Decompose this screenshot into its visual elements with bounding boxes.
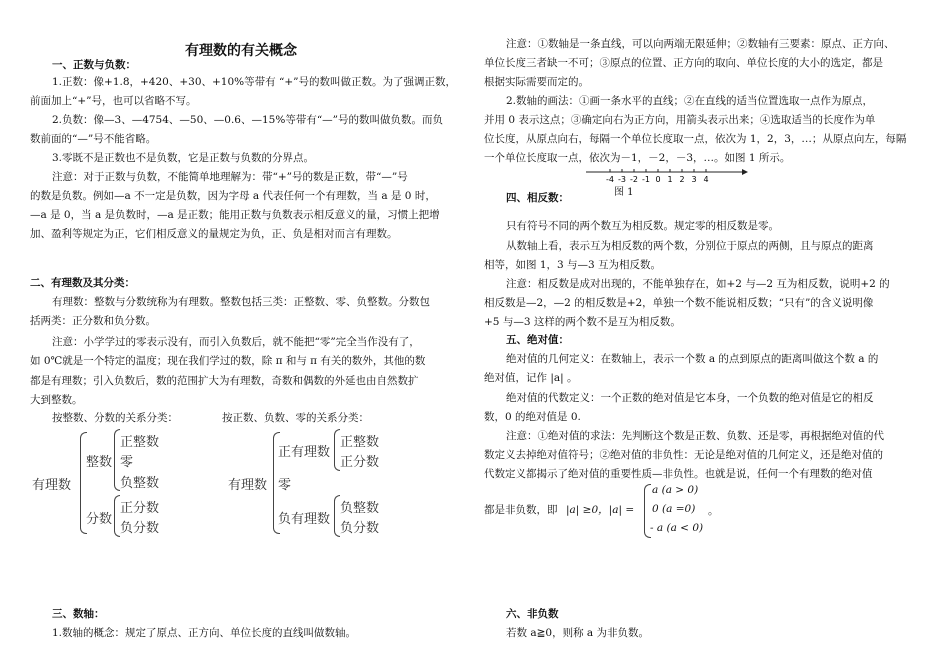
paragraph: 前面加上“+”号，也可以省略不写。	[30, 95, 197, 107]
number-line-figure	[582, 165, 752, 195]
tree-node: 整数	[86, 455, 113, 470]
paragraph: 若数 a≧0，则称 a 为非负数。	[506, 627, 650, 639]
note: 单位长度三者缺一不可；③原点的位置、正方向的取向、单位长度的大小的选定，都是	[484, 57, 883, 69]
classification-label-right: 按正数、负数、零的关系分类：	[222, 412, 369, 424]
note: 加、盈利等规定为正，它们相反意义的量规定为负，正、负是相对而言有理数。	[30, 228, 398, 240]
tree-leaf: 负分数	[120, 521, 160, 536]
note: 的数是负数。例如—a 不一定是负数，因为字母 a 代表任何一个有理数，当 a 是 0 时，	[30, 190, 436, 202]
axis-tick-label: -4	[606, 175, 614, 184]
tree-leaf: 正整数	[340, 435, 380, 450]
tree-leaf: 正分数	[120, 501, 160, 516]
paragraph: 数，0 的绝对值是 0.	[484, 411, 581, 423]
paragraph: 有理数：整数与分数统称为有理数。整数包括三类：正整数、零、负整数。分数包	[52, 296, 430, 308]
paragraph: 位长度，从原点向右，每隔一个单位长度取一点，依次为 1，2，3，…；从原点向左，每隔	[484, 133, 907, 145]
section-heading-number-line: 三、数轴：	[52, 608, 105, 620]
paragraph: 一个单位长度取一点，依次为－1，－2，－3，…。如图 1 所示。	[484, 152, 791, 164]
tree-leaf: 负整数	[340, 501, 380, 516]
paragraph: 相等，如图 1，3 与—3 互为相反数。	[484, 259, 662, 271]
axis-tick-label: 1	[667, 175, 673, 184]
section-heading-positive-negative: 一、正数与负数：	[52, 59, 136, 71]
note: 都是有理数；引入负数后，数的范围扩大为有理数，奇数和偶数的外延也由自然数扩	[30, 375, 419, 387]
section-heading-rational: 二、有理数及其分类：	[30, 277, 135, 289]
paragraph: 绝对值的代数定义：一个正数的绝对值是它本身，一个负数的绝对值是它的相反	[506, 392, 874, 404]
note: 注意：小学学过的零表示没有，而引入负数后，就不能把“零”完全当作没有了，	[52, 336, 420, 348]
paragraph: 只有符号不同的两个数互为相反数。规定零的相反数是零。	[506, 220, 779, 232]
tree-leaf: 正分数	[340, 455, 380, 470]
note: 数定义去掉绝对值符号；②绝对值的非负性：无论是绝对值的几何定义，还是绝对值的	[484, 449, 883, 461]
note: 代数定义都揭示了绝对值的重要性质—非负性。也就是说，任何一个有理数的绝对值	[484, 468, 873, 480]
paragraph: 数前面的“—”号不能省略。	[30, 133, 157, 145]
paragraph: 绝对值，记作 |a| 。	[484, 372, 578, 384]
note: 注意：相反数是成对出现的，不能单独存在，如+2 与—2 互为相反数，说明+2 的	[506, 278, 890, 290]
tree-root: 有理数	[32, 478, 72, 493]
note: 如 0℃就是一个特定的温度；现在我们学过的数，除 π 和与 π 有关的数外，其他的数	[30, 355, 426, 367]
tree-node: 负有理数	[278, 512, 331, 527]
page-title: 有理数的有关概念	[185, 43, 297, 59]
figure-caption: 图 1	[614, 187, 634, 198]
axis-tick-label: 2	[679, 175, 685, 184]
axis-tick-label: 0	[655, 175, 661, 184]
note: 大到整数。	[30, 394, 83, 406]
paragraph: 括两类：正分数和负分数。	[30, 315, 156, 327]
note: —a 是 0，当 a 是负数时，—a 是正数；能用正数与负数表示相反意义的量，习惯上把增	[30, 209, 440, 221]
paragraph: 从数轴上看，表示互为相反数的两个数，分别位于原点的两侧，且与原点的距离	[506, 240, 874, 252]
paragraph: 2.负数：像—3、—4754、—50、—0.6、—15%等带有“—”号的数叫做负数。而负	[52, 114, 444, 126]
tree-leaf: 零	[120, 455, 134, 470]
formula-case: 0 (a =0)	[652, 503, 696, 515]
note: +5 与—3 这样的两个数不是互为相反数。	[484, 316, 681, 328]
axis-tick-label: -2	[630, 175, 638, 184]
note: 注意：①绝对值的求法：先判断这个数是正数、负数、还是零，再根据绝对值的代	[506, 430, 884, 442]
classification-label-left: 按整数、分数的关系分类：	[52, 412, 178, 424]
formula-case: a (a > 0)	[652, 484, 699, 496]
paragraph: 1.正数：像+1.8，+420、+30、+10%等带有 “+”号的数叫做正数。为了强调正数，	[52, 76, 457, 88]
axis-arrow-icon	[742, 169, 748, 175]
paragraph: 都是非负数，即	[484, 504, 558, 516]
tree-leaf: 负分数	[340, 521, 380, 536]
paragraph: 绝对值的几何定义：在数轴上，表示一个数 a 的点到原点的距离叫做这个数 a 的	[506, 353, 879, 365]
note: 根据实际需要而定的。	[484, 76, 589, 88]
note: 注意：对于正数与负数，不能简单地理解为：带“+”号的数是正数，带“—”号	[52, 171, 408, 183]
section-heading-absolute: 五、绝对值：	[506, 334, 569, 346]
tree-node: 零	[278, 478, 292, 493]
paragraph: 3.零既不是正数也不是负数，它是正数与负数的分界点。	[52, 152, 315, 164]
axis-tick-label: -1	[642, 175, 650, 184]
note: 相反数是—2，—2 的相反数是+2，单独一个数不能说相反数；“只有”的含义说明像	[484, 297, 874, 309]
tree-leaf: 负整数	[120, 476, 160, 491]
axis-tick-label: -3	[618, 175, 626, 184]
section-heading-nonnegative: 六、非负数	[506, 608, 559, 620]
axis-tick-label: 4	[703, 175, 709, 184]
tree-root: 有理数	[228, 478, 268, 493]
formula-case: - a (a < 0)	[650, 522, 704, 534]
tree-node: 分数	[86, 512, 113, 527]
paragraph: 并用 0 表示这点；③确定向右为正方向，用箭头表示出来；④选取适当的长度作为单	[484, 114, 876, 126]
formula-end: 。	[708, 505, 719, 517]
axis-tick-label: 3	[691, 175, 697, 184]
tree-leaf: 正整数	[120, 435, 160, 450]
abs-formula: |a| ≥0，|a| =	[566, 504, 635, 516]
tree-node: 正有理数	[278, 445, 331, 460]
paragraph: 2.数轴的画法：①画一条水平的直线；②在直线的适当位置选取一点作为原点，	[506, 95, 874, 107]
paragraph: 1.数轴的概念：规定了原点、正方向、单位长度的直线叫做数轴。	[52, 627, 357, 639]
section-heading-opposite: 四、相反数：	[506, 192, 569, 204]
note: 注意：①数轴是一条直线，可以向两端无限延伸；②数轴有三要素：原点、正方向、	[506, 38, 895, 50]
